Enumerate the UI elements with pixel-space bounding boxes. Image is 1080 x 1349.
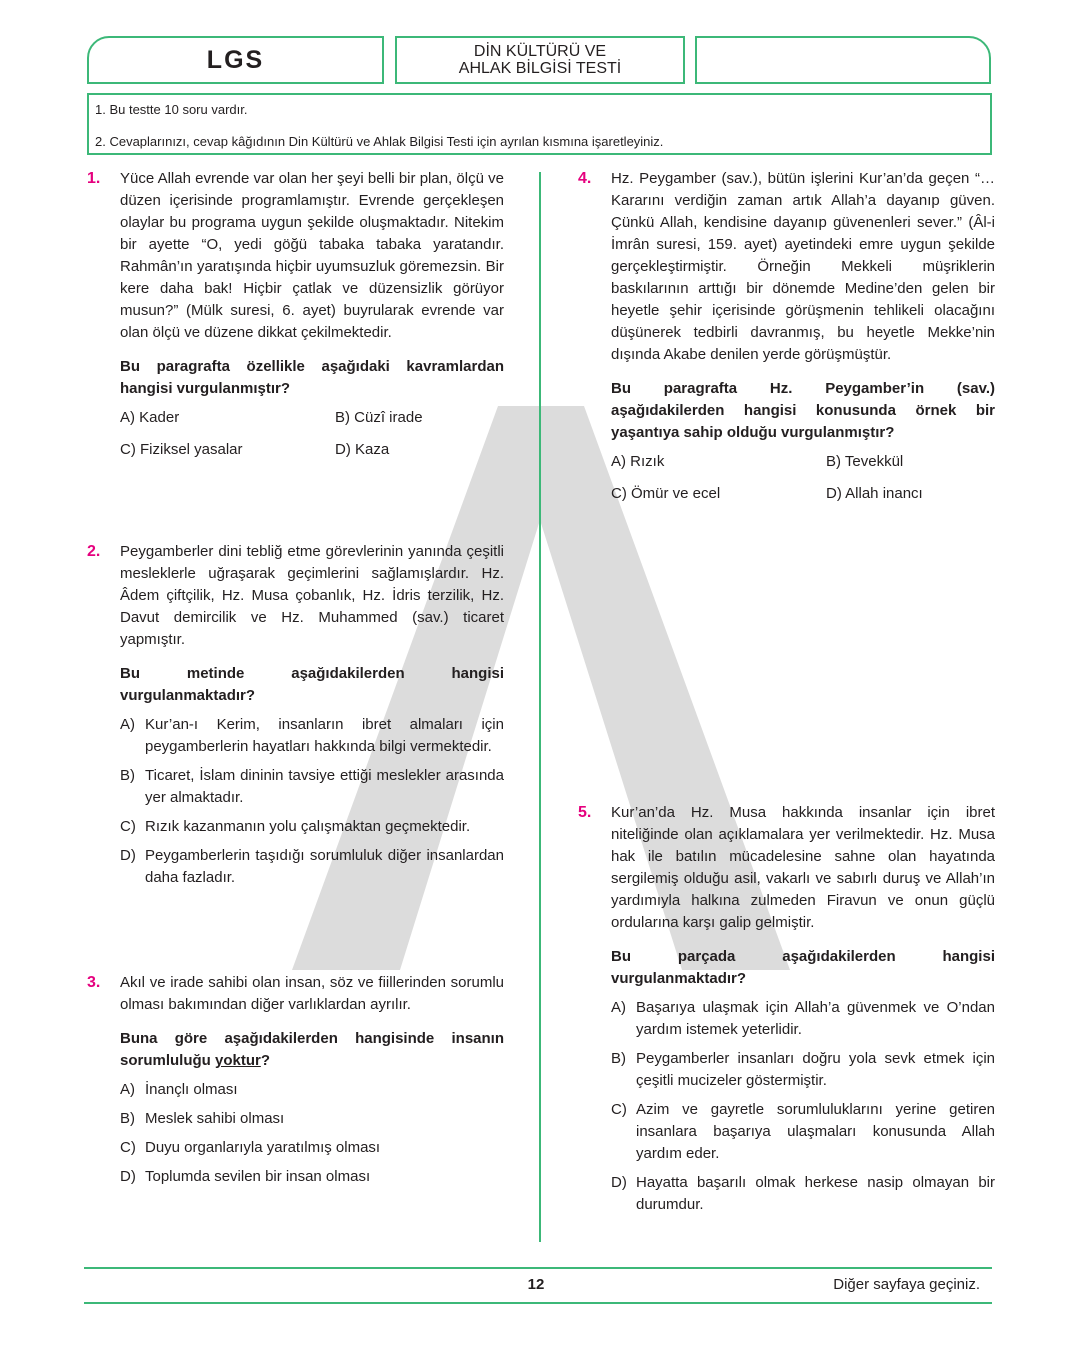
option-b[interactable]: B) Tevekkül xyxy=(826,453,904,470)
option-a[interactable]: A) Kader xyxy=(120,409,180,426)
footer-rule-top xyxy=(84,1267,992,1269)
option-d[interactable]: D) Hayatta başarılı olmak herkese nasip olmayan bir durumdur. xyxy=(611,1174,995,1213)
page-number: 12 xyxy=(527,1276,545,1293)
exam-label-box xyxy=(87,36,384,84)
option-a[interactable]: A) Kur’an-ı Kerim, insanların ibret almaları için peygamberlerin hayatları hakkında bilgi vermektedir. xyxy=(120,716,504,755)
question-5 xyxy=(578,802,995,1216)
option-c[interactable]: C) Ömür ve ecel xyxy=(611,485,721,502)
question-number: 5. xyxy=(578,804,592,821)
question-number: 3. xyxy=(87,974,101,991)
option-d[interactable]: D) Allah inancı xyxy=(826,485,923,502)
question-number: 1. xyxy=(87,170,101,187)
test-title-box xyxy=(395,36,685,84)
answer-options xyxy=(120,1079,504,1188)
option-c[interactable]: C) Duyu organlarıyla yaratılmış olması xyxy=(120,1139,381,1156)
underlined-word: yoktur xyxy=(215,1052,261,1069)
option-d[interactable]: D) Kaza xyxy=(335,441,390,458)
question-number: 2. xyxy=(87,543,101,560)
question-prompt: Bu paragrafta özellikle aşağıdaki kavramlardan hangisi vurgulanmıştır? xyxy=(120,358,504,397)
option-d[interactable]: D) Toplumda sevilen bir insan olması xyxy=(120,1168,371,1185)
option-b[interactable]: B) Cüzî irade xyxy=(335,409,423,426)
question-prompt: Bu metinde aşağıdakilerden hangisi vurgulanmaktadır? xyxy=(120,665,504,704)
option-c[interactable]: C) Fiziksel yasalar xyxy=(120,441,243,458)
question-prompt: Bu parçada aşağıdakilerden hangisi vurgulanmaktadır? xyxy=(611,948,995,987)
option-a[interactable]: A) İnançlı olması xyxy=(120,1081,238,1098)
option-b[interactable]: B) Ticaret, İslam dininin tavsiye ettiği meslekler arasında yer almaktadır. xyxy=(120,767,504,806)
question-prompt: Buna göre aşağıdakilerden hangisinde insanın sorumluluğu yoktur? xyxy=(120,1030,504,1069)
question-stem: Kur’an’da Hz. Musa hakkında insanlar için ibret niteliğinde olan açıklamalara yer verilmektedir. Hz. Musa hak ile batılın mücadelesine sahne olan hayatında sergilemiş olduğu asil, vakarlı ve sabırlı duruş ve Allah’ın yardımıyla halkına zulmeden Firavun ve onun güçlü ordularına karşı galip gelmiştir. xyxy=(611,804,995,931)
question-stem: Akıl ve irade sahibi olan insan, söz ve fiillerinden sorumlu olması bakımından diğer varlıklardan ayrılır. xyxy=(120,974,504,1013)
answer-options xyxy=(611,997,995,1216)
test-title-line2: AHLAK BİLGİSİ TESTİ xyxy=(458,60,622,77)
question-prompt: Bu paragrafta Hz. Peygamber’in (sav.) aşağıdakilerden hangisi konusunda örnek bir yaşantıya sahip olduğu vurgulanmıştır? xyxy=(611,380,995,441)
question-1 xyxy=(87,168,504,461)
exam-label: LGS xyxy=(206,45,265,74)
question-stem: Yüce Allah evrende var olan her şeyi belli bir plan, ölçü ve düzen içerisinde programlamıştır. Evrende gerçekleşen olaylar bu programa uygun şekilde oluşmaktadır. Nitekim bir ayette “O, yedi göğü tabaka tabaka yaratandır. Rahmân’ın yaratışında hiçbir uyumsuzluk göremezsin. Bir kere daha bak! Hiçbir çatlak ve düzensizlik görüyor musun?” (Mülk suresi, 6. ayet) buyrularak evrende var olan ölçü ve düzene dikkat çekilmektedir. xyxy=(120,170,504,341)
test-title-line1: DİN KÜLTÜRÜ VE xyxy=(473,43,607,60)
answer-options xyxy=(611,451,995,505)
answer-options xyxy=(120,407,504,461)
option-c[interactable]: C) Rızık kazanmanın yolu çalışmaktan geçmektedir. xyxy=(120,818,471,835)
question-4 xyxy=(578,168,995,505)
instruction-item: 2. Cevaplarınızı, cevap kâğıdının Din Kültürü ve Ahlak Bilgisi Testi için ayrılan kısmına işaretleyiniz. xyxy=(95,134,664,149)
question-number: 4. xyxy=(578,170,592,187)
question-stem: Peygamberler dini tebliğ etme görevlerinin yanında çeşitli mesleklerle uğraşarak geçimlerini sağlamışlardır. Hz. Âdem çiftçilik, Hz. Musa çobanlık, Hz. İdris terzilik, Hz. Davut demircilik ve Hz. Muhammed (sav.) ticaret yapmıştır. xyxy=(120,543,504,648)
option-a[interactable]: A) Başarıya ulaşmak için Allah’a güvenmek ve O’ndan yardım istemek yeterlidir. xyxy=(611,999,995,1038)
answer-options xyxy=(120,714,504,889)
column-divider xyxy=(539,172,541,1242)
instruction-item: 1. Bu testte 10 soru vardır. xyxy=(95,102,248,117)
question-stem: Hz. Peygamber (sav.), bütün işlerini Kur’an’da geçen “… Kararını verdiğin zaman artık Allah’a dayanıp güven. Çünkü Allah, kendisine dayanıp güvenenleri sever.” (Âl-i İmrân suresi, 159. ayet) ayetindeki emre uygun şekilde gerçekleştirmiştir. Örneğin Mekkeli müşriklerin baskılarının arttığı bir dönemde Medine’den gelen bir heyetle şehir içerisinde görüşmenin tehlikeli olacağını düşünerek tedbirli davranmış, bu heyetle Mekke’nin dışında Akabe denilen yerde görüşmüştür. xyxy=(611,170,995,363)
question-3 xyxy=(87,972,504,1188)
question-2 xyxy=(87,541,504,889)
instructions-box xyxy=(87,93,992,155)
option-a[interactable]: A) Rızık xyxy=(611,453,665,470)
option-b[interactable]: B) Peygamberler insanları doğru yola sevk etmek için çeşitli mucizeler göstermiştir. xyxy=(611,1050,995,1089)
empty-header-box xyxy=(695,36,991,84)
option-d[interactable]: D) Peygamberlerin taşıdığı sorumluluk diğer insanlardan daha fazladır. xyxy=(120,847,504,886)
option-b[interactable]: B) Meslek sahibi olması xyxy=(120,1110,285,1127)
next-page-note: Diğer sayfaya geçiniz. xyxy=(833,1276,980,1293)
option-c[interactable]: C) Azim ve gayretle sorumluluklarını yerine getiren insanlara başarıya ulaşmaları konusunda Allah yardım eder. xyxy=(611,1101,995,1162)
footer-rule-bottom xyxy=(84,1302,992,1304)
